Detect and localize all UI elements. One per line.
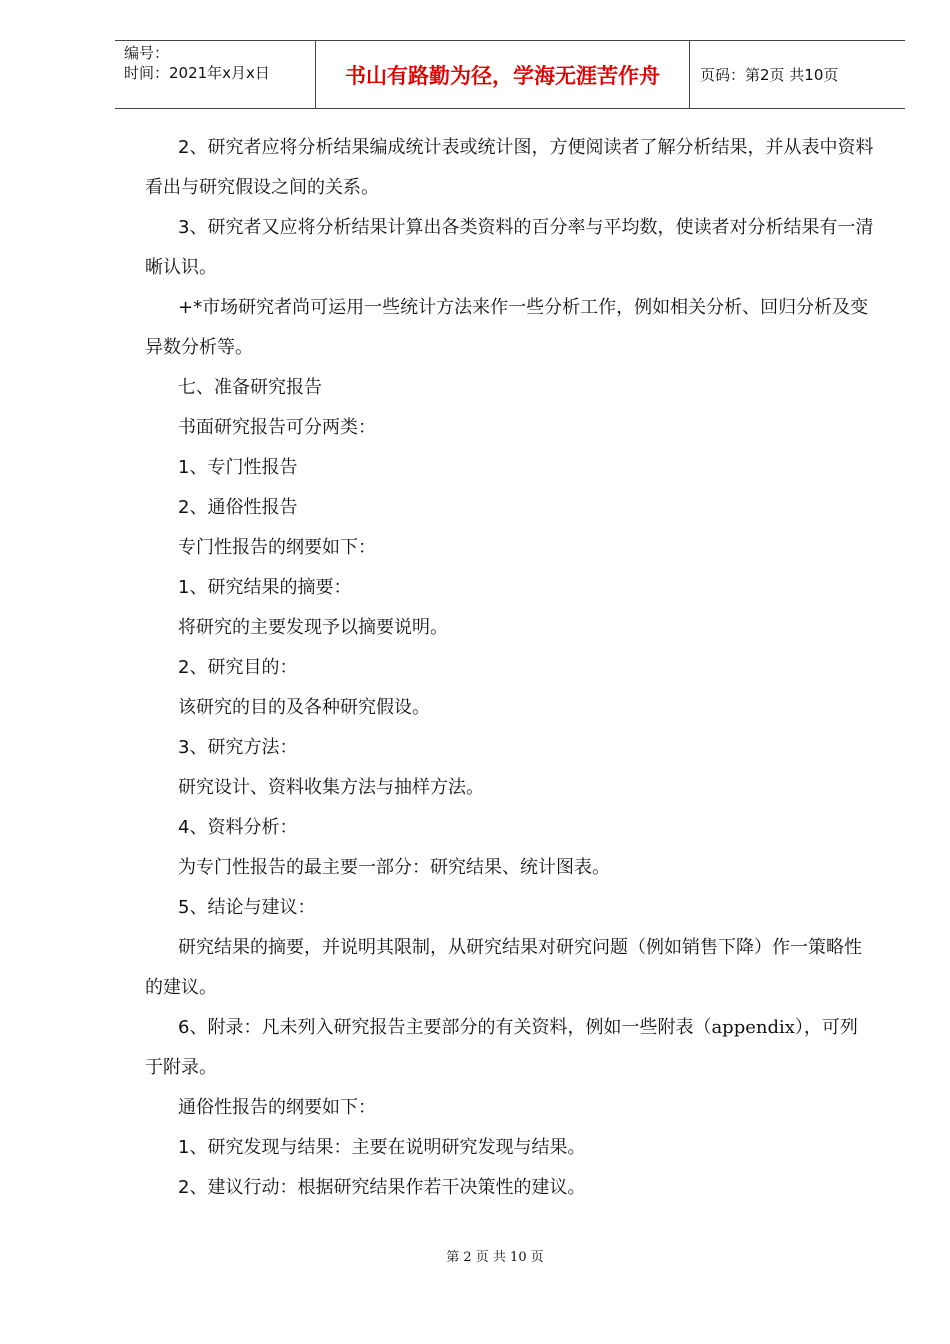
list-item: 1、研究发现与结果：主要在说明研究发现与结果。 [178, 1137, 586, 1158]
list-item: 5、结论与建议： [178, 897, 316, 918]
list-item: 2、建议行动：根据研究结果作若干决策性的建议。 [178, 1177, 586, 1198]
paragraph: 将研究的主要发现予以摘要说明。 [178, 617, 448, 638]
paragraph: 研究结果的摘要，并说明其限制，从研究结果对研究问题（例如销售下降）作一策略性的建议。 [145, 937, 862, 998]
list-item: 1、研究结果的摘要： [178, 577, 352, 598]
page-header [115, 40, 905, 109]
paragraph: 3、研究者又应将分析结果计算出各类资料的百分率与平均数，使读者对分析结果有一清晰认识。 [145, 217, 874, 278]
time-label: 时间：2021年x月x日 [124, 64, 270, 82]
list-item: 2、研究目的： [178, 657, 298, 678]
paragraph: 该研究的目的及各种研究假设。 [178, 697, 430, 718]
paragraph: 为专门性报告的最主要一部分：研究结果、统计图表。 [178, 857, 610, 878]
list-item: 4、资料分析： [178, 817, 298, 838]
header-meta [115, 41, 316, 108]
list-item: 1、专门性报告 [178, 457, 298, 478]
paragraph: 专门性报告的纲要如下： [178, 537, 376, 558]
document-body [145, 128, 875, 1208]
page-footer: 第 2 页 共 10 页 [446, 1250, 544, 1265]
paragraph: +*市场研究者尚可运用一些统计方法来作一些分析工作，例如相关分析、回归分析及变异数分析等。 [145, 297, 869, 358]
section-heading: 七、准备研究报告 [178, 377, 322, 398]
list-item: 2、通俗性报告 [178, 497, 298, 518]
list-item: 6、附录：凡未列入研究报告主要部分的有关资料，例如一些附表（appendix），可列于附录。 [145, 1017, 858, 1078]
code-label: 编号： [124, 44, 170, 62]
list-item: 3、研究方法： [178, 737, 298, 758]
header-page-info: 页码：第2页 共10页 [700, 66, 839, 84]
paragraph: 2、研究者应将分析结果编成统计表或统计图，方便阅读者了解分析结果，并从表中资料看出与研究假设之间的关系。 [145, 137, 874, 198]
paragraph: 书面研究报告可分两类： [178, 417, 376, 438]
paragraph: 研究设计、资料收集方法与抽样方法。 [178, 777, 484, 798]
paragraph: 通俗性报告的纲要如下： [178, 1097, 376, 1118]
header-motto: 书山有路勤为径，学海无涯苦作舟 [316, 41, 690, 108]
